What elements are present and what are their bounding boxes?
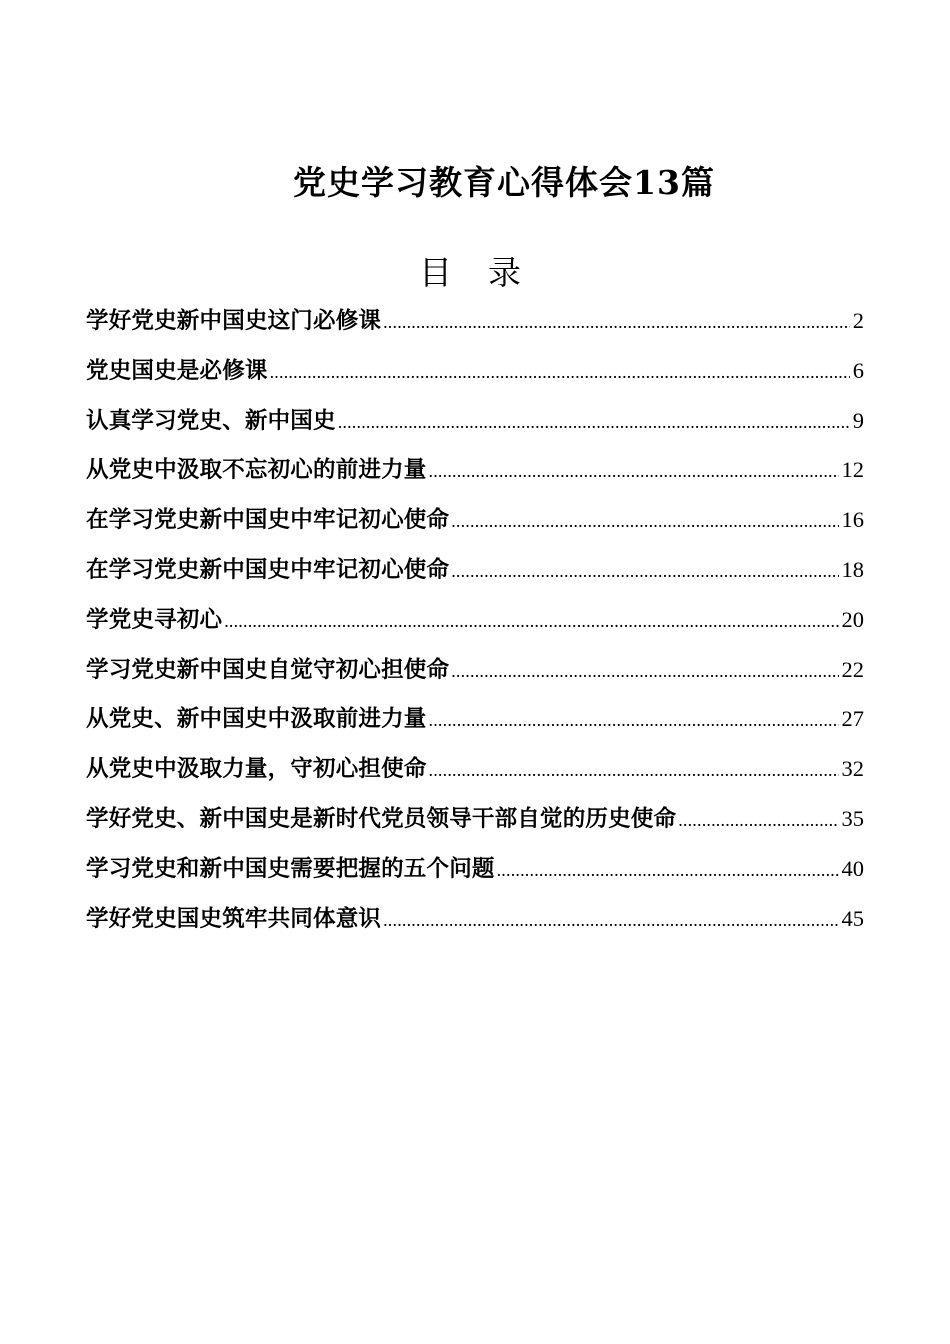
toc-dot-leader bbox=[497, 846, 839, 896]
toc-entry-title: 学好党史国史筑牢共同体意识 bbox=[86, 905, 382, 932]
toc-entry-title: 学好党史新中国史这门必修课 bbox=[86, 308, 382, 334]
toc-entry-page: 27 bbox=[841, 706, 864, 732]
toc-entry-title: 认真学习党史、新中国史 bbox=[86, 407, 336, 434]
toc-dot-leader bbox=[224, 597, 838, 647]
toc-dot-leader bbox=[451, 547, 838, 597]
toc-entry-title: 党史国史是必修课 bbox=[86, 357, 268, 384]
toc-entry[interactable] bbox=[86, 396, 864, 446]
toc-entry-page: 32 bbox=[841, 756, 864, 782]
toc-heading-char: 目 bbox=[419, 253, 452, 292]
toc-entry-page: 16 bbox=[841, 507, 864, 533]
toc-entry[interactable] bbox=[86, 894, 864, 944]
toc-dot-leader bbox=[338, 398, 850, 448]
toc-dot-leader bbox=[270, 348, 850, 398]
toc-entry-page: 12 bbox=[841, 457, 864, 483]
toc-entry-page: 40 bbox=[841, 855, 864, 881]
toc-dot-leader bbox=[429, 696, 839, 746]
toc-entry[interactable] bbox=[86, 794, 864, 844]
toc-heading-char: 录 bbox=[488, 253, 521, 292]
toc-entry-page: 9 bbox=[852, 407, 864, 433]
toc-entry[interactable] bbox=[86, 296, 864, 346]
toc-entry-title: 从党史、新中国史中汲取前进力量 bbox=[86, 706, 427, 733]
toc-entry[interactable] bbox=[86, 445, 864, 495]
toc-entry-title: 学党史寻初心 bbox=[86, 606, 223, 633]
toc-entry[interactable] bbox=[86, 545, 864, 595]
toc-entry[interactable] bbox=[86, 645, 864, 695]
toc-entry-title: 学习党史新中国史自觉守初心担使命 bbox=[86, 656, 450, 683]
toc-dot-leader bbox=[429, 746, 839, 796]
toc-entry-page: 20 bbox=[841, 606, 864, 632]
toc-entry-title: 在学习党史新中国史中牢记初心使命 bbox=[86, 556, 450, 583]
toc-dot-leader bbox=[429, 447, 839, 497]
toc-dot-leader bbox=[451, 497, 838, 547]
toc-entry-title: 学习党史和新中国史需要把握的五个问题 bbox=[86, 855, 495, 882]
toc-entry-page: 45 bbox=[841, 905, 864, 931]
toc-dot-leader bbox=[451, 647, 838, 697]
toc-entry[interactable] bbox=[86, 844, 864, 894]
toc-entry-page: 2 bbox=[852, 308, 864, 333]
toc-entry-page: 35 bbox=[841, 805, 864, 831]
toc-dot-leader bbox=[383, 896, 838, 946]
toc-entry-title: 从党史中汲取力量，守初心担使命 bbox=[86, 756, 427, 783]
toc-entry-page: 6 bbox=[852, 357, 864, 383]
toc-entry[interactable] bbox=[86, 694, 864, 744]
toc-list bbox=[86, 296, 864, 943]
toc-entry-page: 22 bbox=[841, 656, 864, 682]
toc-entry-title: 在学习党史新中国史中牢记初心使命 bbox=[86, 507, 450, 534]
toc-entry[interactable] bbox=[86, 744, 864, 794]
toc-entry-page: 18 bbox=[841, 556, 864, 582]
toc-heading bbox=[0, 250, 940, 296]
toc-entry[interactable] bbox=[86, 495, 864, 545]
toc-entry-title: 学好党史、新中国史是新时代党员领导干部自觉的历史使命 bbox=[86, 805, 677, 832]
document-title: 党史学习教育心得体会13篇 bbox=[293, 163, 715, 202]
toc-entry[interactable] bbox=[86, 346, 864, 396]
toc-dot-leader bbox=[383, 298, 850, 348]
toc-entry-title: 从党史中汲取不忘初心的前进力量 bbox=[86, 457, 427, 484]
toc-dot-leader bbox=[678, 796, 838, 846]
toc-entry[interactable] bbox=[86, 595, 864, 645]
